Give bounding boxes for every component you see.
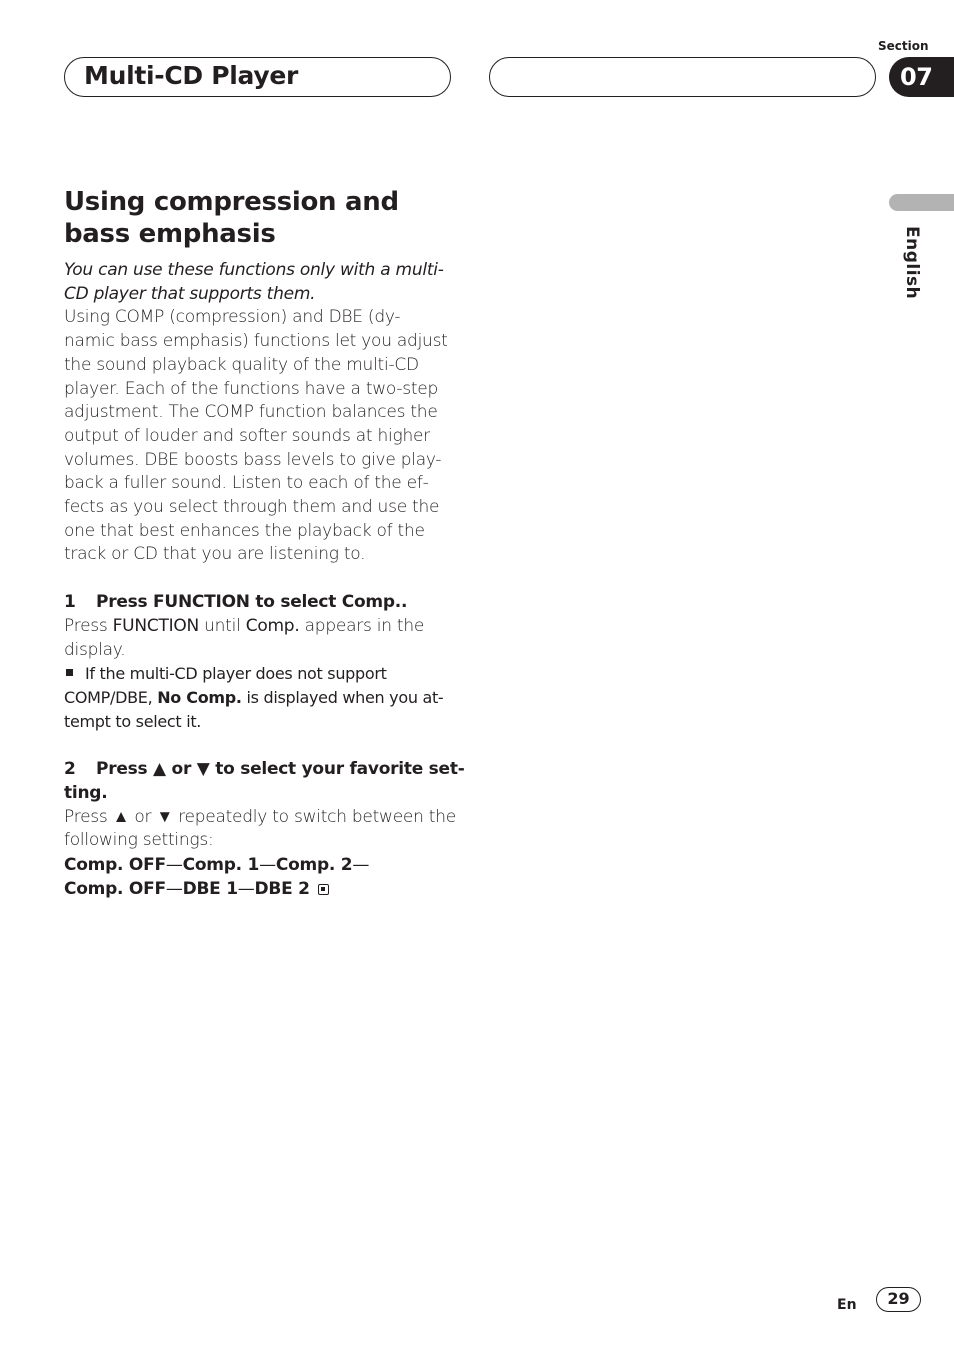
setting-item: Comp. OFF <box>64 855 166 876</box>
sequence-dash: — <box>352 855 370 876</box>
chapter-title: Multi-CD Player <box>84 61 299 90</box>
body-line: track or CD that you are listening to. <box>64 544 366 565</box>
heading-line: Using compression and <box>64 187 399 217</box>
intro-line: CD player that supports them. <box>64 283 316 304</box>
step-1-body <box>64 615 456 662</box>
intro-note <box>64 259 456 306</box>
intro-line: You can use these functions only with a multi- <box>64 260 444 280</box>
section-label: Section <box>878 39 929 53</box>
step-1-text: Press <box>64 615 108 636</box>
step-number: 1 <box>64 592 76 613</box>
step-2-heading-text: ting. <box>64 782 108 803</box>
sequence-dash: — <box>237 879 255 900</box>
step-number: 2 <box>64 759 76 780</box>
setting-item: DBE 2 <box>254 879 310 900</box>
setting-item: Comp. 1 <box>182 855 260 876</box>
no-comp-label: No Comp. <box>157 688 242 708</box>
step-2-text: following settings: <box>64 830 214 851</box>
step-1-text: display. <box>64 639 126 660</box>
step-1-text: appears in the <box>304 615 425 636</box>
function-key-label: FUNCTION <box>112 615 199 636</box>
step-1-heading-text: Press FUNCTION to select Comp.. <box>96 592 408 613</box>
bullet-icon <box>66 669 73 676</box>
note-text: If the multi-CD player does not support <box>85 664 387 684</box>
note-text: tempt to select it. <box>64 712 202 732</box>
heading-line: bass emphasis <box>64 219 276 249</box>
settings-sequence <box>64 853 456 901</box>
body-line: adjustment. The COMP function balances the <box>64 402 438 423</box>
language-label: English <box>902 226 922 300</box>
comp-label: Comp. <box>245 615 300 636</box>
step-1-heading <box>64 591 456 615</box>
article-column <box>64 186 465 901</box>
body-line: fects as you select through them and use the <box>64 497 440 518</box>
note-text: is displayed when you at- <box>246 688 444 708</box>
body-paragraph <box>64 306 456 567</box>
section-number-badge: 07 <box>889 57 954 97</box>
setting-item: Comp. OFF <box>64 879 166 900</box>
article-heading <box>64 186 456 250</box>
language-tab-marker <box>889 194 954 211</box>
step-1-note <box>64 662 456 734</box>
footer-language-code: En <box>837 1297 857 1313</box>
end-of-section-icon <box>318 884 329 895</box>
sequence-dash: — <box>259 855 276 876</box>
body-line: the sound playback quality of the multi-CD <box>64 354 419 375</box>
setting-item: DBE 1 <box>182 879 238 900</box>
setting-item: Comp. 2 <box>275 855 353 876</box>
step-2-heading-text: Press ▲ or ▼ to select your favorite set- <box>96 759 465 780</box>
body-line: one that best enhances the playback of the <box>64 520 425 541</box>
body-line: player. Each of the functions have a two-step <box>64 378 439 399</box>
header-empty-frame <box>489 57 876 97</box>
step-1-text: until <box>204 615 241 636</box>
sequence-dash: — <box>165 855 183 876</box>
body-line: back a fuller sound. Listen to each of the ef- <box>64 473 429 494</box>
sequence-dash: — <box>165 879 183 900</box>
step-2-heading <box>64 758 465 805</box>
body-line: namic bass emphasis) functions let you adjust <box>64 331 448 352</box>
body-line: Using COMP (compression) and DBE (dy- <box>64 307 401 328</box>
step-2-text: Press ▲ or ▼ repeatedly to switch between the <box>64 806 456 827</box>
body-line: volumes. DBE boosts bass levels to give play- <box>64 449 442 470</box>
body-line: output of louder and softer sounds at higher <box>64 425 430 446</box>
page-number: 29 <box>876 1287 921 1312</box>
note-text: COMP/DBE, <box>64 688 153 708</box>
step-2-body <box>64 806 456 853</box>
